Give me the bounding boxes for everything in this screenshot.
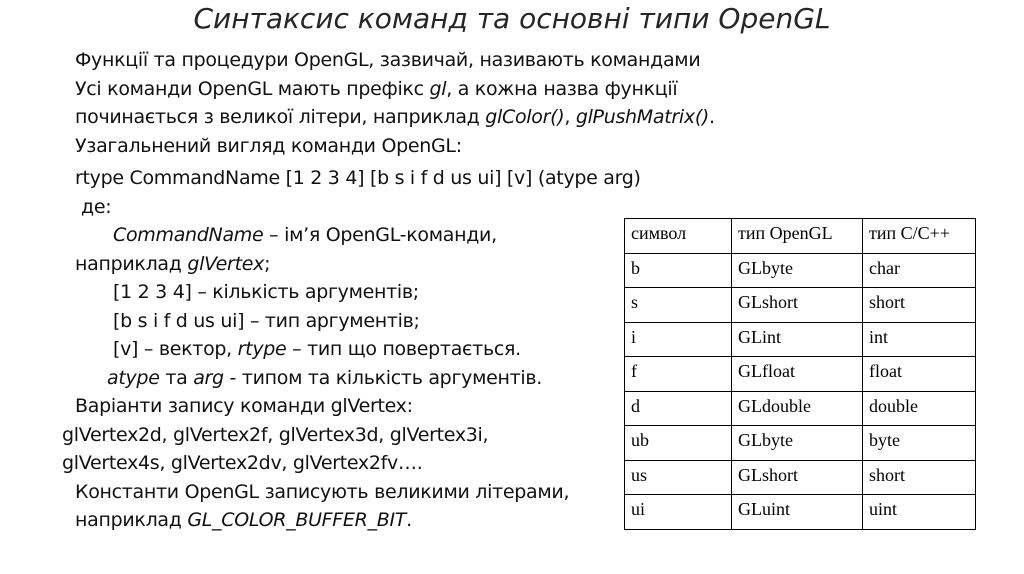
text-line: наприклад glVertex;	[75, 252, 271, 275]
syntax-line: rtype CommandName [1 2 3 4] [b s i f d us ui] [v] (atype arg)	[75, 167, 641, 189]
text-line: [1 2 3 4] – кількість аргументів;	[113, 281, 419, 303]
text-line: Константи OpenGL записують великими літерами,	[75, 480, 570, 503]
table-row	[625, 391, 976, 426]
text-line: glVertex4s, glVertex2dv, glVertex2fv….	[62, 452, 423, 474]
table-cell: short	[863, 288, 976, 323]
type-mapping-table	[624, 218, 976, 530]
text-line: Варіанти запису команди glVertex:	[75, 395, 413, 417]
table-cell: byte	[863, 426, 976, 461]
table-cell: s	[625, 288, 732, 323]
table-row	[625, 495, 976, 530]
table-header-cell: тип C/C++	[863, 219, 976, 254]
table-cell: short	[863, 460, 976, 495]
table-cell: f	[625, 357, 732, 392]
table-row	[625, 460, 976, 495]
table-row	[625, 322, 976, 357]
table-cell: ui	[625, 495, 732, 530]
table-cell: us	[625, 460, 732, 495]
table-cell: GLfloat	[732, 357, 863, 392]
table-row	[625, 253, 976, 288]
table-header-row	[625, 219, 976, 254]
text-line: [b s i f d us ui] – тип аргументів;	[113, 309, 420, 332]
table-row	[625, 288, 976, 323]
text-line: atype та arg - типом та кількість аргументів.	[107, 366, 542, 389]
text-line: glVertex2d, glVertex2f, glVertex3d, glVertex3i,	[62, 423, 489, 446]
table-header-cell: тип OpenGL	[732, 219, 863, 254]
table-cell: int	[863, 322, 976, 357]
text-line: де:	[81, 195, 112, 218]
table-cell: char	[863, 253, 976, 288]
slide-title: Синтаксис команд та основні типи OpenGL	[193, 2, 831, 35]
table-cell: GLbyte	[732, 253, 863, 288]
table-cell: GLint	[732, 322, 863, 357]
table-cell: GLbyte	[732, 426, 863, 461]
table-cell: d	[625, 391, 732, 426]
table-row	[625, 426, 976, 461]
text-line: Усі команди OpenGL мають префікс gl, а кожна назва функції	[75, 77, 678, 100]
table-cell: uint	[863, 495, 976, 530]
text-line: починається з великої літери, наприклад glColor(), glPushMatrix().	[75, 106, 715, 128]
table-cell: GLshort	[732, 460, 863, 495]
table-cell: float	[863, 357, 976, 392]
table-row	[625, 357, 976, 392]
text-line: Функції та процедури OpenGL, зазвичай, називають командами	[75, 49, 701, 71]
text-line: Узагальнений вигляд команди OpenGL:	[75, 134, 462, 157]
table-cell: b	[625, 253, 732, 288]
text-line: [v] – вектор, rtype – тип що повертається.	[113, 338, 521, 360]
table-cell: i	[625, 322, 732, 357]
table-header-cell: символ	[625, 219, 732, 254]
table-cell: GLdouble	[732, 391, 863, 426]
table-cell: ub	[625, 426, 732, 461]
table-cell: GLuint	[732, 495, 863, 530]
table-cell: double	[863, 391, 976, 426]
text-line: наприклад GL_COLOR_BUFFER_BIT.	[75, 509, 412, 531]
text-line: CommandName – ім’я OpenGL-команди,	[113, 224, 497, 246]
table-cell: GLshort	[732, 288, 863, 323]
